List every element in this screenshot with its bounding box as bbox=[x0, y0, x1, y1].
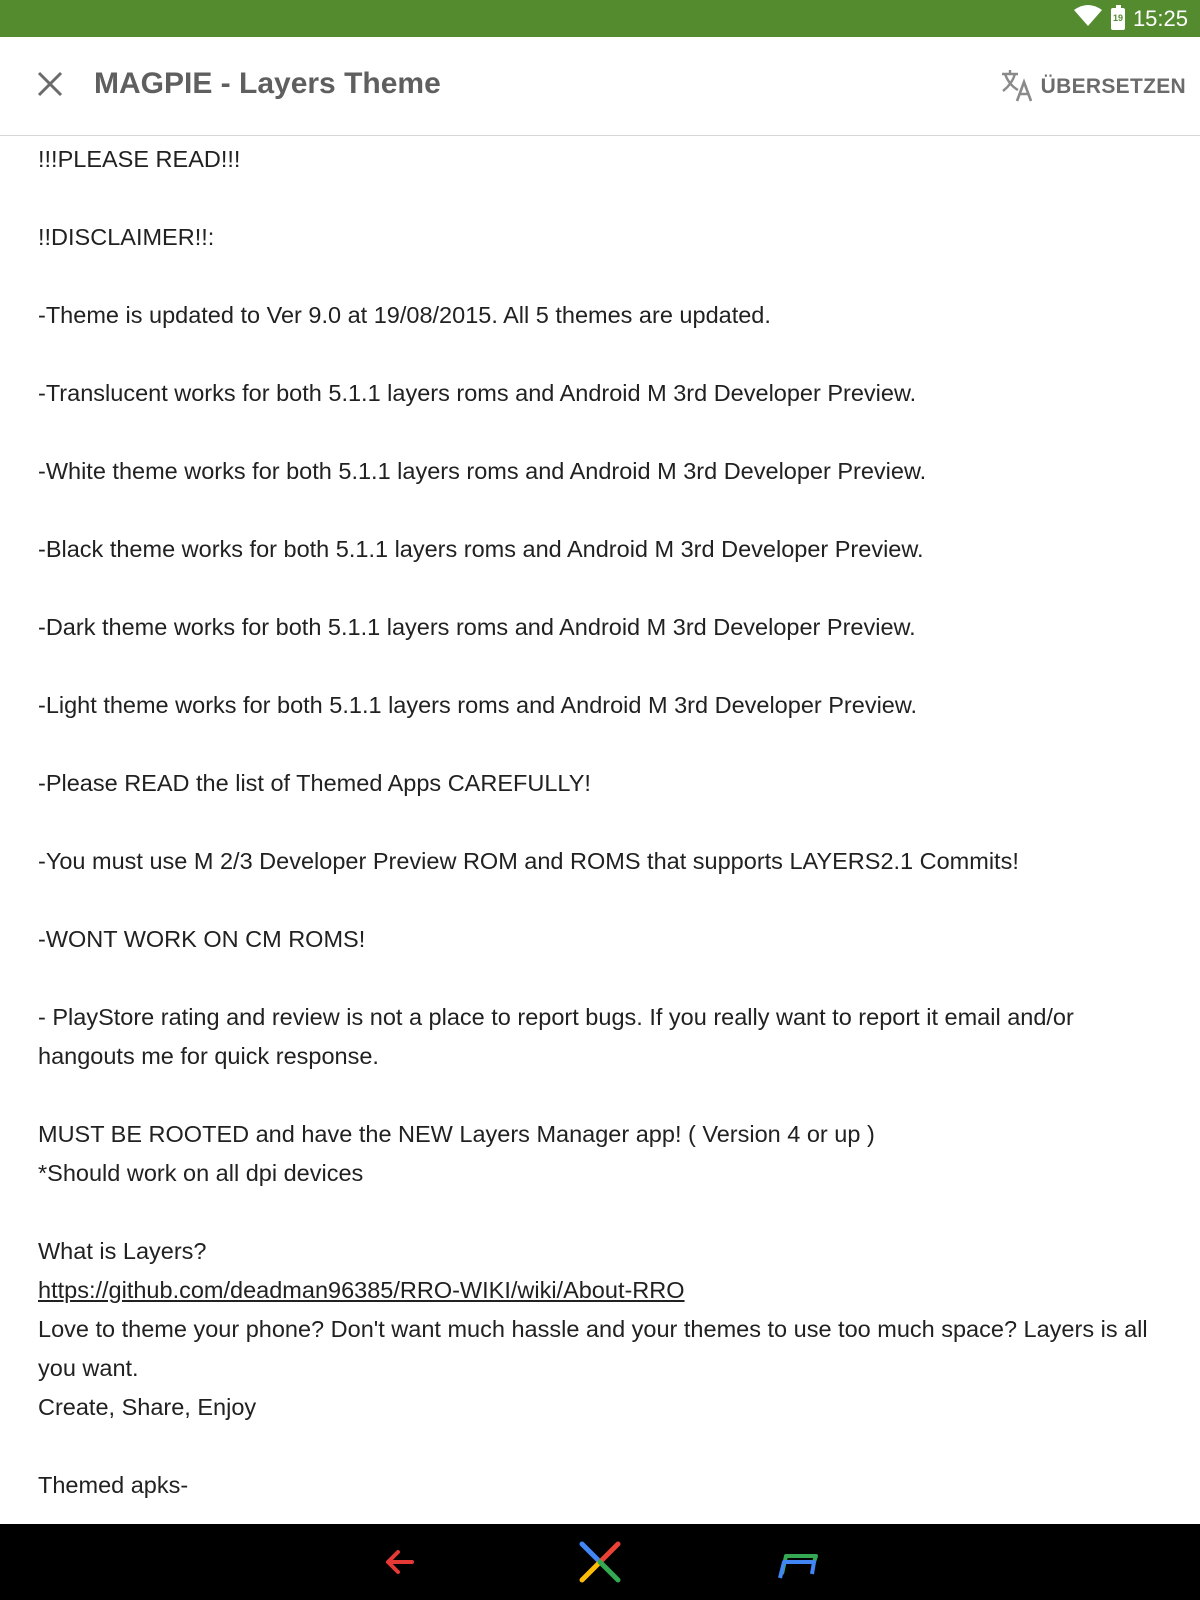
back-arrow-icon bbox=[376, 1538, 424, 1586]
description-paragraph: -Theme is updated to Ver 9.0 at 19/08/2015. All 5 themes are updated. bbox=[38, 302, 771, 328]
translate-icon bbox=[999, 67, 1035, 108]
description-paragraph: -Please READ the list of Themed Apps CAREFULLY! bbox=[38, 770, 591, 796]
about-layers-block bbox=[38, 1232, 1168, 1427]
page-title: MAGPIE - Layers Theme bbox=[94, 67, 441, 100]
app-bar bbox=[0, 37, 1200, 136]
description-paragraph: -Light theme works for both 5.1.1 layers roms and Android M 3rd Developer Preview. bbox=[38, 692, 918, 718]
description-paragraph: -White theme works for both 5.1.1 layers roms and Android M 3rd Developer Preview. bbox=[38, 458, 927, 484]
recents-icon bbox=[776, 1538, 824, 1586]
requirements-block bbox=[38, 1115, 1168, 1193]
about-question: What is Layers? bbox=[38, 1238, 207, 1264]
description-paragraph: -WONT WORK ON CM ROMS! bbox=[38, 926, 366, 952]
home-x-icon bbox=[576, 1538, 624, 1586]
close-button[interactable] bbox=[26, 60, 74, 108]
requirements-line: MUST BE ROOTED and have the NEW Layers Manager app! ( Version 4 or up ) bbox=[38, 1121, 875, 1147]
description-paragraph: -Black theme works for both 5.1.1 layers roms and Android M 3rd Developer Preview. bbox=[38, 536, 924, 562]
themed-apks-heading: Themed apks- bbox=[38, 1472, 189, 1498]
translate-button[interactable] bbox=[999, 67, 1186, 107]
description-paragraph: - PlayStore rating and review is not a place to report bugs. If you really want to report it email and/or hangouts me for quick response. bbox=[38, 1004, 1074, 1069]
about-pitch: Love to theme your phone? Don't want much hassle and your themes to use too much space? Layers is all you want. bbox=[38, 1316, 1148, 1381]
wifi-icon bbox=[1073, 4, 1103, 33]
status-bar bbox=[0, 0, 1200, 37]
close-icon bbox=[26, 60, 74, 108]
status-time: 15:25 bbox=[1132, 5, 1188, 31]
battery-icon bbox=[1111, 8, 1125, 30]
translate-label: ÜBERSETZEN bbox=[1040, 75, 1186, 98]
description-paragraph: -Dark theme works for both 5.1.1 layers roms and Android M 3rd Developer Preview. bbox=[38, 614, 916, 640]
battery-level: 19 bbox=[1112, 12, 1123, 23]
recents-button[interactable] bbox=[776, 1538, 824, 1586]
description-paragraph: !!!PLEASE READ!!! bbox=[38, 146, 241, 172]
description-paragraph: !!DISCLAIMER!!: bbox=[38, 224, 215, 250]
about-tagline: Create, Share, Enjoy bbox=[38, 1394, 257, 1420]
navigation-bar bbox=[0, 1524, 1200, 1600]
description-paragraph: -Translucent works for both 5.1.1 layers roms and Android M 3rd Developer Preview. bbox=[38, 380, 917, 406]
home-button[interactable] bbox=[576, 1538, 624, 1586]
status-icons bbox=[1073, 0, 1188, 37]
about-rro-link[interactable]: https://github.com/deadman96385/RRO-WIKI/wiki/About-RRO bbox=[38, 1277, 685, 1303]
requirements-line: *Should work on all dpi devices bbox=[38, 1160, 364, 1186]
back-button[interactable] bbox=[376, 1538, 424, 1586]
description-paragraph: -You must use M 2/3 Developer Preview ROM and ROMS that supports LAYERS2.1 Commits! bbox=[38, 848, 1019, 874]
app-description bbox=[38, 140, 1168, 1524]
